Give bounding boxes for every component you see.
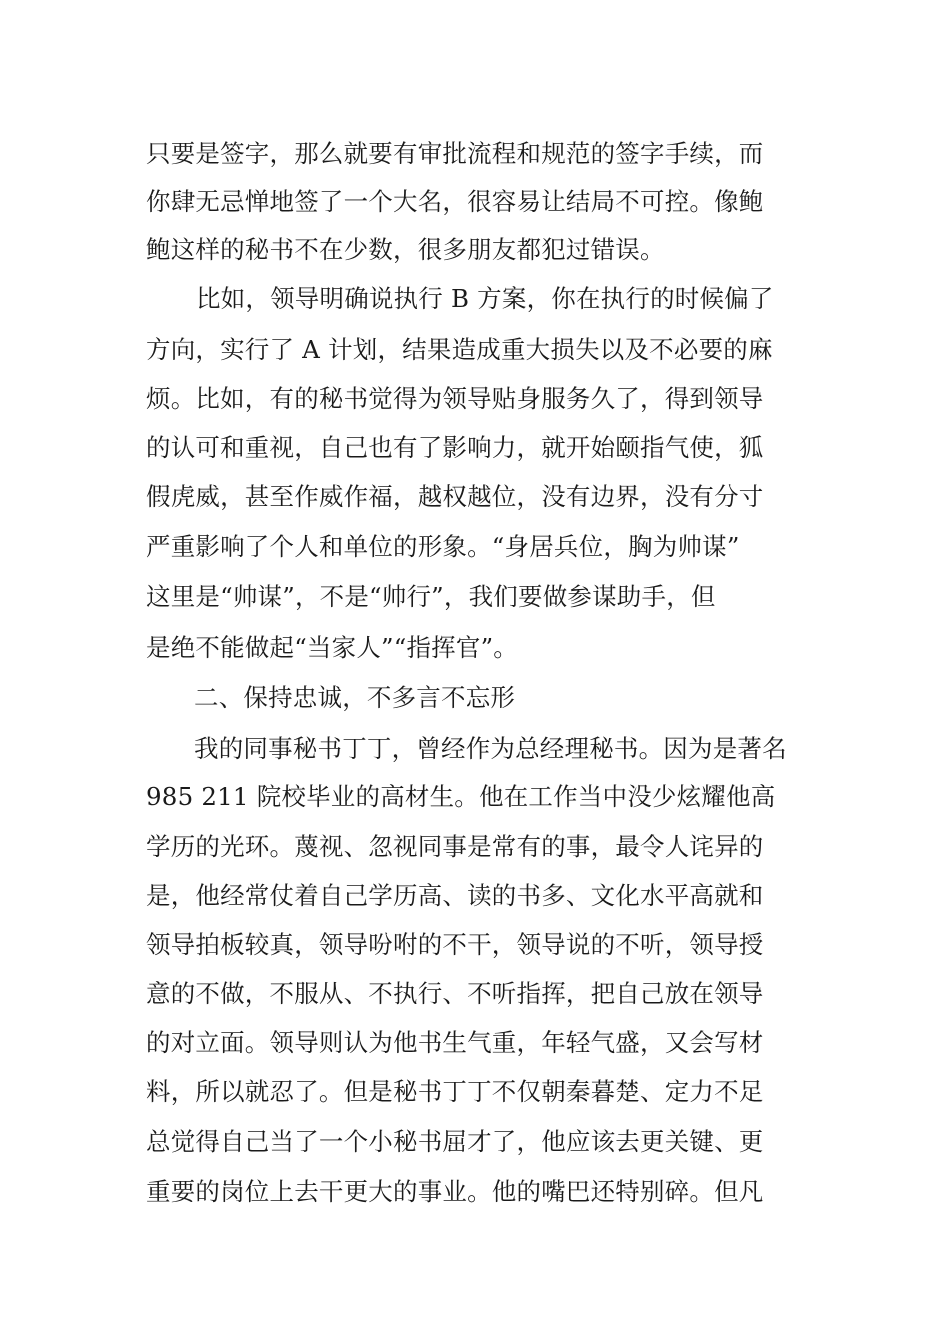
text-line: 鲍这样的秘书不在少数，很多朋友都犯过错误。 [146, 235, 665, 264]
text-line: 料，所以就忍了。但是秘书丁丁不仅朝秦暮楚、定力不足 [146, 1077, 764, 1106]
text-line: 的认可和重视，自己也有了影响力，就开始颐指气使，狐 [146, 433, 764, 462]
text-line: 是绝不能做起“当家人”“指挥官”。 [146, 633, 518, 662]
text-line: 假虎威，甚至作威作福，越权越位，没有边界，没有分寸 [146, 482, 764, 511]
text-line: 你肆无忌惮地签了一个大名，很容易让结局不可控。像鲍 [146, 187, 764, 216]
text-line: 方向，实行了 A 计划，结果造成重大损失以及不必要的麻 [146, 335, 773, 364]
paragraph-start-line: 我的同事秘书丁丁，曾经作为总经理秘书。因为是著名 [194, 734, 787, 763]
text-line: 重要的岗位上去干更大的事业。他的嘴巴还特别碎。但凡 [146, 1177, 764, 1206]
paragraph-start-line: 比如，领导明确说执行 B 方案，你在执行的时候偏了 [196, 284, 774, 313]
text-line: 学历的光环。蔑视、忽视同事是常有的事，最令人诧异的 [146, 832, 764, 861]
text-line: 意的不做，不服从、不执行、不听指挥，把自己放在领导 [146, 979, 764, 1008]
text-line: 只要是签字，那么就要有审批流程和规范的签字手续，而 [146, 139, 764, 168]
text-line: 严重影响了个人和单位的形象。“身居兵位，胸为帅谋” [146, 532, 740, 561]
text-line: 这里是“帅谋”，不是“帅行”，我们要做参谋助手，但 [146, 582, 716, 611]
text-line: 烦。比如，有的秘书觉得为领导贴身服务久了，得到领导 [146, 384, 764, 413]
text-line: 的对立面。领导则认为他书生气重，年轻气盛，又会写材 [146, 1028, 764, 1057]
text-line: 领导拍板较真，领导吩咐的不干，领导说的不听，领导授 [146, 930, 764, 959]
text-line: 是，他经常仗着自己学历高、读的书多、文化水平高就和 [146, 881, 764, 910]
text-line: 总觉得自己当了一个小秘书屈才了，他应该去更关键、更 [146, 1127, 764, 1156]
text-line: 985 211 院校毕业的高材生。他在工作当中没少炫耀他高 [146, 782, 776, 811]
section-heading: 二、保持忠诚，不多言不忘形 [194, 683, 516, 712]
